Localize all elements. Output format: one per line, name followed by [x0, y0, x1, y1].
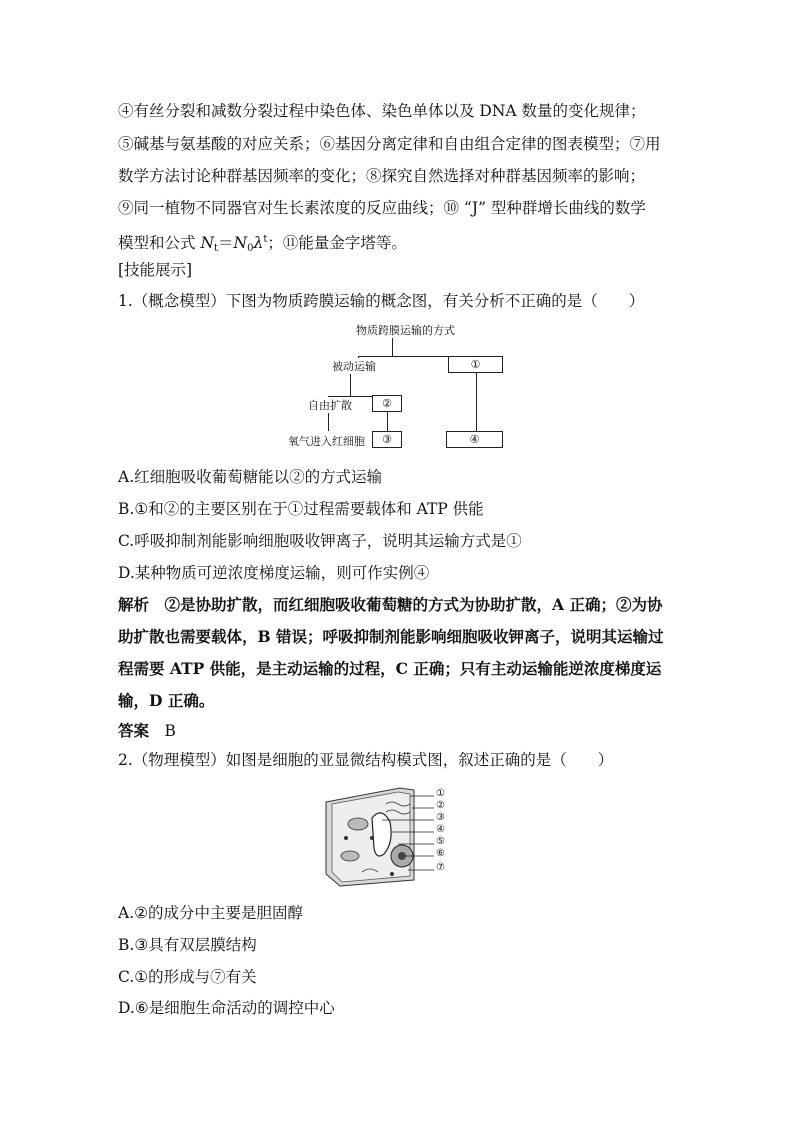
diagram-box-1: ① — [448, 356, 503, 373]
diagram-box-2: ② — [372, 395, 402, 412]
formula-n0: N — [233, 234, 248, 252]
answer-label: 答案 — [118, 721, 150, 740]
q1-analysis-line-4: 输，D 正确。 — [118, 691, 215, 710]
q2-cell-figure — [322, 782, 462, 888]
q1-analysis-line-3: 程需要 ATP 供能，是主动运输的过程，C 正确；只有主动运输能逆浓度梯度运 — [118, 659, 662, 678]
section-label: [技能展示] — [118, 261, 193, 279]
q1-option-b: B.①和②的主要区别在于①过程需要载体和 ATP 供能 — [118, 500, 484, 518]
diagram-root: 物质跨膜运输的方式 — [356, 324, 455, 337]
intro-line-3: 数学方法讨论种群基因频率的变化；⑧探究自然选择对种群基因频率的影响； — [118, 167, 646, 185]
diagram-free-diffusion: 自由扩散 — [308, 399, 352, 412]
diagram-connector — [392, 338, 393, 356]
analysis-text-1: ②是协助扩散，而红细胞吸收葡萄糖的方式为协助扩散，A 正确；②为协 — [164, 595, 663, 614]
formula-eq: ＝ — [218, 234, 234, 252]
diagram-connector — [476, 373, 477, 432]
formula-nt-sub: t — [214, 243, 219, 254]
diagram-connector — [328, 413, 329, 431]
intro-line-5-tail: ；⑪能量金字塔等。 — [267, 234, 407, 252]
intro-line-5 — [118, 230, 407, 259]
diagram-box-3: ③ — [372, 431, 402, 448]
figure-label-6: ⑥ — [436, 848, 445, 859]
q1-option-a: A.红细胞吸收葡萄糖能以②的方式运输 — [118, 468, 383, 486]
figure-label-7: ⑦ — [436, 862, 445, 873]
diagram-connector — [350, 374, 351, 396]
q2-option-a: A.②的成分中主要是胆固醇 — [118, 904, 304, 922]
q2-option-b: B.③具有双层膜结构 — [118, 936, 257, 954]
analysis-label: 解析 — [118, 595, 150, 614]
q1-option-c: C.呼吸抑制剂能影响细胞吸收钾离子，说明其运输方式是① — [118, 532, 522, 550]
formula-n0-sub: 0 — [247, 243, 254, 254]
q2-option-d: D.⑥是细胞生命活动的调控中心 — [118, 999, 335, 1017]
figure-label-3: ③ — [436, 812, 445, 823]
diagram-connector — [387, 412, 388, 431]
diagram-box-4: ④ — [446, 431, 503, 448]
figure-label-4: ④ — [436, 824, 445, 835]
q1-concept-diagram — [280, 318, 510, 454]
diagram-passive: 被动运输 — [332, 360, 376, 373]
figure-label-1: ① — [436, 788, 445, 799]
intro-line-5-text: 模型和公式 — [118, 234, 201, 252]
answer-value: B — [164, 722, 176, 740]
q1-option-d: D.某种物质可逆浓度梯度运输，则可作实例④ — [118, 564, 430, 582]
q2-stem: 2.（物理模型）如图是细胞的亚显微结构模式图，叙述正确的是（ ） — [118, 751, 614, 769]
intro-line-4: ⑨同一植物不同器官对生长素浓度的反应曲线；⑩ “J” 型种群增长曲线的数学 — [118, 199, 646, 217]
q1-analysis-line-1 — [118, 595, 662, 615]
formula-lambda: λ — [253, 234, 264, 252]
formula-nt: N — [200, 234, 214, 252]
formula-lambda-sup: t — [263, 234, 268, 245]
intro-line-2: ⑤碱基与氨基酸的对应关系；⑥基因分离定律和自由组合定律的图表模型；⑦用 — [118, 135, 661, 153]
figure-label-5: ⑤ — [436, 836, 445, 847]
intro-line-1: ④有丝分裂和减数分裂过程中染色体、染色单体以及 DNA 数量的变化规律； — [118, 102, 646, 120]
q2-option-c: C.①的形成与⑦有关 — [118, 968, 257, 986]
q1-analysis-line-2: 助扩散也需要载体，B 错误；呼吸抑制剂能影响细胞吸收钾离子，说明其运输过 — [118, 627, 664, 646]
q1-stem: 1.（概念模型）下图为物质跨膜运输的概念图，有关分析不正确的是（ ） — [118, 292, 645, 310]
diagram-oxygen: 氧气进入红细胞 — [288, 435, 365, 448]
figure-label-2: ② — [436, 800, 445, 811]
q1-answer — [118, 721, 176, 741]
